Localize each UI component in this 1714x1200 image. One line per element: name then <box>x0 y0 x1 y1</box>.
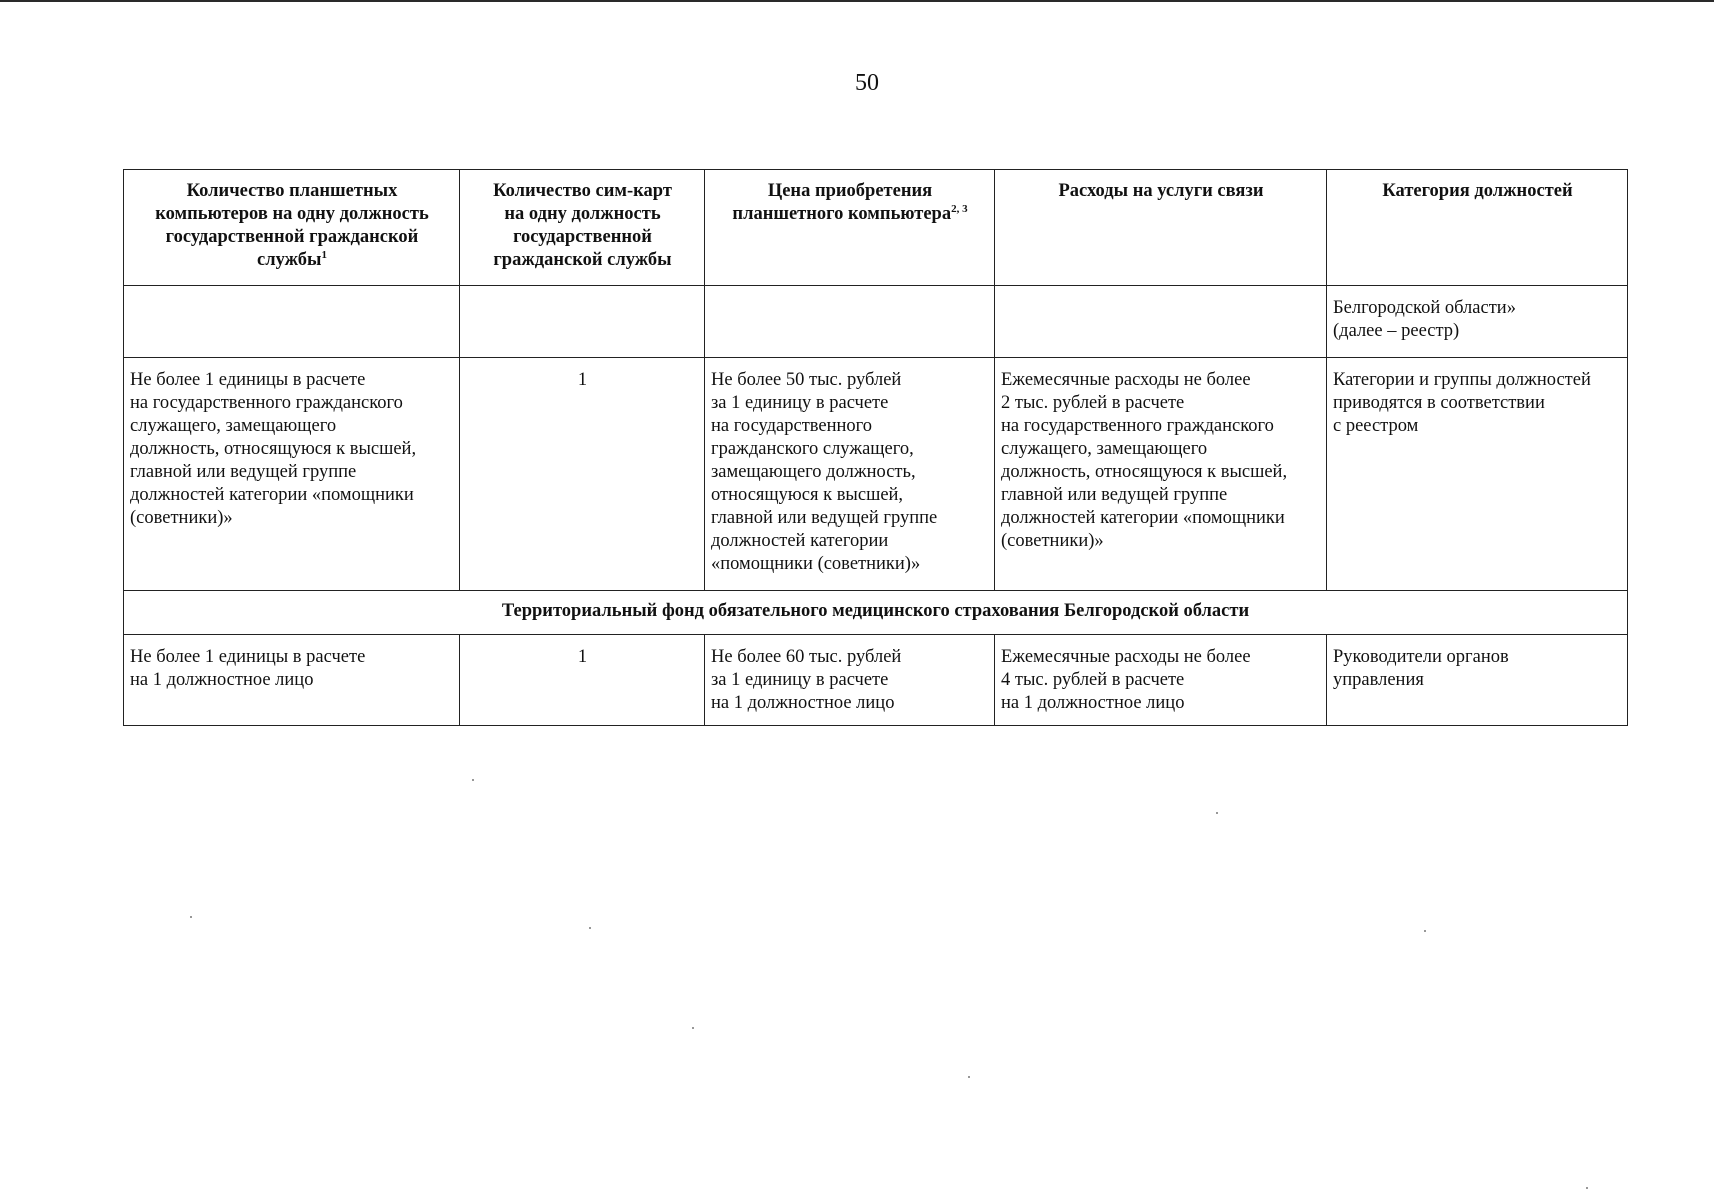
table-cell: Не более 50 тыс. рублей за 1 единицу в расчете на государственного гражданского служащего, замещающего должность, относящуюся к высшей, главной или ведущей группе должностей категории «помощники (советники)» <box>705 358 995 591</box>
section-title: Территориальный фонд обязательного медицинского страхования Белгородской области <box>124 591 1628 635</box>
scan-speck <box>589 927 591 929</box>
table-cell: Не более 1 единицы в расчете на 1 должностное лицо <box>124 635 460 726</box>
header-sim-cards-per-position: Количество сим-карт на одну должность государственной гражданской службы <box>460 170 705 286</box>
table-cell <box>705 286 995 358</box>
table-cell <box>124 286 460 358</box>
table-cell: 1 <box>460 635 705 726</box>
table-cell: Ежемесячные расходы не более 2 тыс. рублей в расчете на государственного гражданского служащего, замещающего должность, относящуюся к высшей, главной или ведущей группе должностей категории «помощники (советники)» <box>995 358 1327 591</box>
norms-table <box>123 169 1628 726</box>
table-cell: Руководители органов управления <box>1327 635 1628 726</box>
header-communication-costs: Расходы на услуги связи <box>995 170 1327 286</box>
table-row <box>124 358 1628 591</box>
table-cell: Ежемесячные расходы не более 4 тыс. рублей в расчете на 1 должностное лицо <box>995 635 1327 726</box>
scan-speck <box>1424 930 1426 932</box>
scan-top-edge <box>0 0 1714 2</box>
table-cell: Не более 60 тыс. рублей за 1 единицу в расчете на 1 должностное лицо <box>705 635 995 726</box>
table-cell: Не более 1 единицы в расчете на государственного гражданского служащего, замещающего должность, относящуюся к высшей, главной или ведущей группе должностей категории «помощники (советники)» <box>124 358 460 591</box>
page-number: 50 <box>855 70 879 96</box>
table-cell <box>995 286 1327 358</box>
section-row <box>124 591 1628 635</box>
header-tablet-price: Цена приобретения планшетного компьютера$^{2, 3}$ <box>705 170 995 286</box>
scan-speck <box>1216 812 1218 814</box>
scan-speck <box>692 1027 694 1029</box>
table-header-row <box>124 170 1628 286</box>
scan-speck <box>472 779 474 781</box>
table-cell: Белгородской области» (далее – реестр) <box>1327 286 1628 358</box>
table-row <box>124 286 1628 358</box>
table-cell: 1 <box>460 358 705 591</box>
table-cell: Категории и группы должностей приводятся в соответствии с реестром <box>1327 358 1628 591</box>
scan-speck <box>190 916 192 918</box>
scan-speck <box>1586 1187 1588 1189</box>
header-tablets-per-position: Количество планшетных компьютеров на одну должность государственной гражданской службы$^1$ <box>124 170 460 286</box>
table-row <box>124 635 1628 726</box>
table-cell <box>460 286 705 358</box>
header-position-category: Категория должностей <box>1327 170 1628 286</box>
scan-speck <box>968 1076 970 1078</box>
